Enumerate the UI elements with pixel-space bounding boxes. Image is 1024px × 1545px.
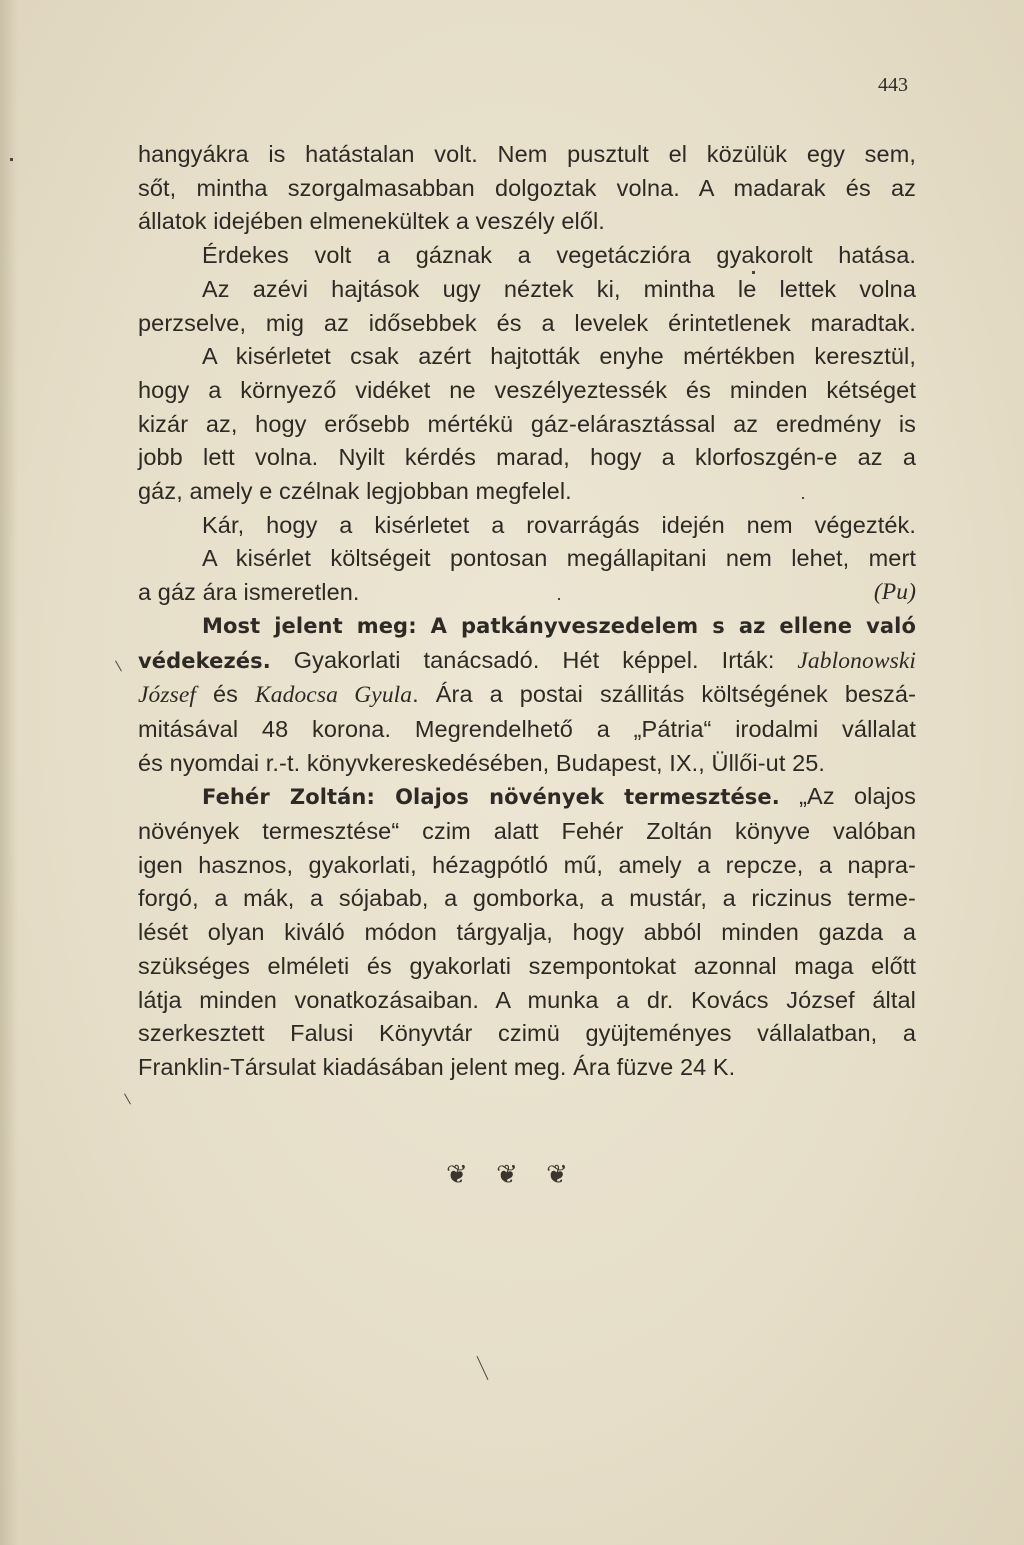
notice-title-cont: védekezés. xyxy=(138,648,271,673)
author-name: Jablonowski xyxy=(797,647,916,674)
text-line xyxy=(138,780,916,815)
text-fragment: Gyakorlati tanácsadó. Hét képpel. Irták: xyxy=(270,646,798,673)
text-line: A kisérlet költségeit pontosan megállapitani nem lehet, mert xyxy=(202,545,916,572)
text-line: szerkesztett Falusi Könyvtár czimü gyüjteményes vállalatban, a xyxy=(138,1020,916,1047)
text-line xyxy=(138,576,916,610)
author-name: Kadocsa Gyula xyxy=(254,682,413,709)
text-line: Az azévi hajtások ugy néztek ki, mintha le lettek volna xyxy=(202,275,916,302)
notice-title: Most jelent meg: A patkányveszedelem s az ellene való xyxy=(202,613,916,638)
text-fragment: a gáz ára ismeretlen. xyxy=(138,579,360,606)
text-line: növények termesztése“ czim alatt Fehér Zoltán könyve valóban xyxy=(138,818,916,845)
print-speck xyxy=(10,158,13,161)
text-line: perzselve, mig az idősebbek és a levelek érintetlenek maradtak. xyxy=(138,309,916,336)
print-speck xyxy=(558,598,560,600)
text-line: gáz, amely e czélnak legjobban megfelel. xyxy=(138,478,572,505)
notice-title: Fehér Zoltán: Olajos növények termesztése. xyxy=(202,785,780,810)
text-fragment: és xyxy=(196,681,255,708)
text-fragment: . Ára a postai szállitás költségének beszá- xyxy=(412,681,916,708)
text-line: Érdekes volt a gáznak a vegetáczióra gyakorolt hatása. xyxy=(202,242,916,269)
page-number: 443 xyxy=(878,74,908,96)
print-speck xyxy=(802,497,804,499)
print-speck xyxy=(115,661,122,672)
text-line: hogy a környező vidéket ne veszélyeztessék és minden kétséget xyxy=(138,376,916,403)
text-line: forgó, a mák, a sójabab, a gomborka, a mustár, a riczinus terme- xyxy=(138,885,916,912)
text-line: A kisérletet csak azért hajtották enyhe mértékben keresztül, xyxy=(202,343,916,370)
text-line: hangyákra is hatástalan volt. Nem pusztult el közülük egy sem, xyxy=(138,141,916,167)
text-line: sőt, mintha szorgalmasabban dolgoztak volna. A madarak és az xyxy=(138,174,916,201)
text-line: mitásával 48 korona. Megrendelhető a „Pátria“ irodalmi vállalat xyxy=(138,715,916,742)
text-line: Kár, hogy a kisérletet a rovarrágás idején nem végezték. xyxy=(202,511,916,538)
text-line: kizár az, hogy erősebb mértékü gáz-elárasztással az eredmény is xyxy=(138,410,916,437)
text-line: szükséges elméleti és gyakorlati szempontokat azonnal maga előtt xyxy=(138,952,916,979)
print-speck xyxy=(477,1356,489,1380)
print-speck xyxy=(752,271,755,274)
print-speck xyxy=(124,1094,131,1105)
page-edge-shadow xyxy=(0,0,18,1545)
text-line: látja minden vonatkozásaiban. A munka a dr. Kovács József által xyxy=(138,986,916,1013)
body-text xyxy=(138,138,916,1085)
text-line: igen hasznos, gyakorlati, hézagpótló mű, amely a repcze, a napra- xyxy=(138,851,916,878)
author-name: József xyxy=(138,682,197,709)
text-fragment: „Az olajos xyxy=(779,783,916,810)
text-line xyxy=(138,678,916,713)
text-line: jobb lett volna. Nyilt kérdés marad, hogy a klorfoszgén-e az a xyxy=(138,444,916,471)
text-line: lését olyan kiváló módon tárgyalja, hogy abból minden gazda a xyxy=(138,919,916,946)
text-line: állatok idejében elmenekültek a veszély elől. xyxy=(138,208,605,235)
text-line: Franklin-Társulat kiadásában jelent meg. Ára füzve 24 K. xyxy=(138,1053,736,1080)
section-ornament: ❦ ❦ ❦ xyxy=(446,1160,578,1190)
text-line: és nyomdai r.-t. könyvkereskedésében, Budapest, IX., Üllői-ut 25. xyxy=(138,749,826,776)
text-line xyxy=(138,644,916,679)
author-signature: (Pu) xyxy=(873,579,916,606)
